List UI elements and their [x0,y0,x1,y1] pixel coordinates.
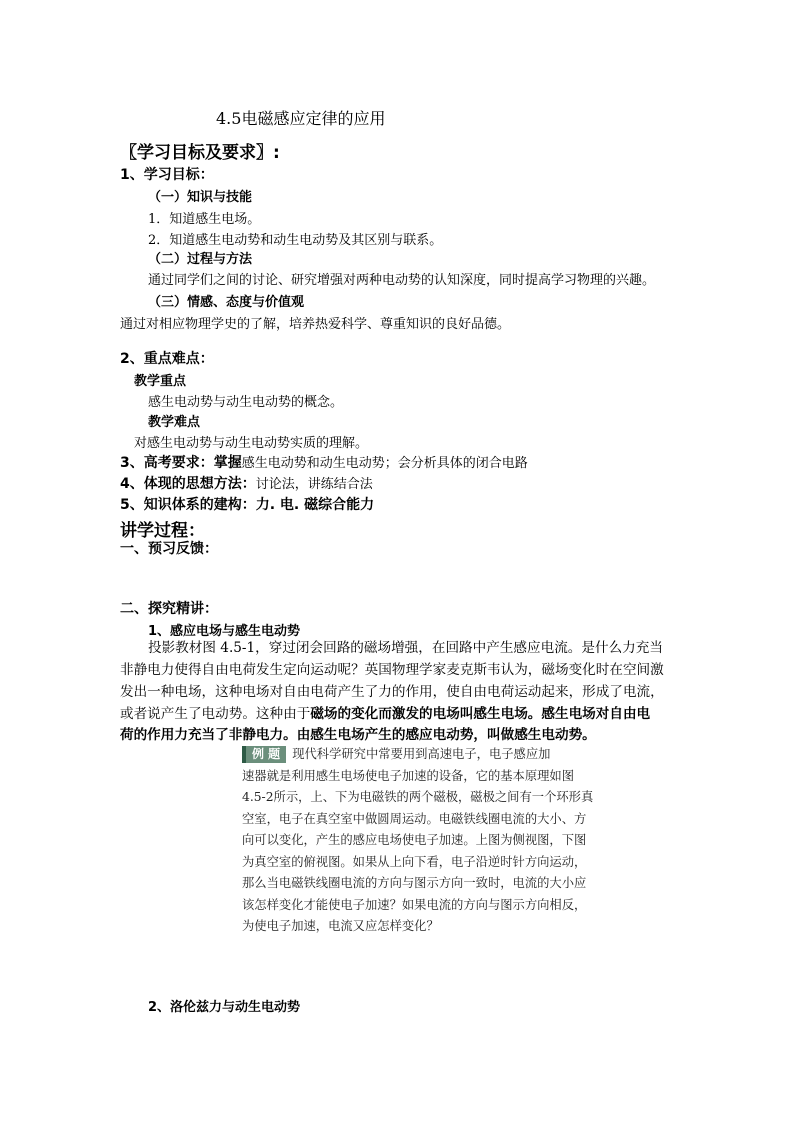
sub-1-line-1: 投影教材图 4.5-1，穿过闭会回路的磁场增强，在回路中产生感应电流。是什么力充当 [148,640,663,656]
section-5-heading: 5、知识体系的建构：力. 电. 磁综合能力 [120,497,375,513]
section-3-heading: 3、高考要求：掌握 [120,455,242,471]
knowledge-heading: （一）知识与技能 [148,190,253,205]
example-line-1: 现代科学研究中常要用到高速电子，电子感应加 [292,747,551,761]
focus-label: 教学重点 [134,374,187,389]
section-4-text: 讨论法，讲练结合法 [255,477,373,492]
example-badge: 例 题 [242,746,286,763]
sub-1-line-4 [120,704,650,725]
example-box [242,744,594,938]
example-line-4: 空室，电子在真空室中做圆周运动。电磁铁线圈电流的大小、方 [242,811,587,826]
sub-2-heading: 2、洛伦兹力与动生电动势 [148,1000,301,1015]
objectives-header: 〖学习目标及要求〗: [120,143,280,163]
part-1-heading: 一、预习反馈： [120,541,218,557]
example-line-9: 为使电子加速，电流又应怎样变化？ [242,919,439,933]
sub-1-heading: 1、感应电场与感生电动势 [148,624,301,639]
section-3 [120,452,528,472]
knowledge-item-1: 1．知道感生电场。 [148,212,261,227]
knowledge-item-2: 2．知道感生电动势和动生电动势及其区别与联系。 [148,233,443,248]
section-3-text: 感生电动势和动生电动势；会分析具体的闭合电路 [241,456,528,471]
section-4-heading: 4、体现的思想方法： [120,476,256,492]
example-line-5: 向可以变化，产生的感应电场使电子加速。上图为侧视图，下图 [242,833,587,847]
difficulty-label: 教学难点 [148,415,201,430]
example-line-7: 那么当电磁铁线圈电流的方向与图示方向一致时，电流的大小应 [242,876,587,890]
part-2-heading: 二、探究精讲： [120,601,218,617]
sub-1-line-5: 荷的作用力充当了非静电力。由感生电场产生的感应电动势，叫做感生电动势。 [120,727,596,743]
example-line-8: 该怎样变化才能使电子加速？如果电流的方向与图示方向相反， [242,897,587,912]
sub-1-line-4-b: 磁场的变化而激发的电场叫感生电场。感生电场对自由电 [310,706,651,722]
page-title: 4.5电磁感应定律的应用 [216,109,386,128]
example-line-3: 4.5-2所示，上、下为电磁铁的两个磁极，磁极之间有一个环形真 [242,790,594,804]
section-2-heading: 2、重点难点： [120,351,214,367]
sub-1-line-2: 非静电力使得自由电荷发生定向运动呢？英国物理学家麦克斯韦认为，磁场变化时在空间激 [120,662,664,678]
emotion-heading: （三）情感、态度与价值观 [148,295,305,310]
sub-1-line-3: 发出一种电场，这种电场对自由电荷产生了力的作用，使自由电荷运动起来，形成了电流， [120,684,664,700]
example-line-2: 速器就是利用感生电场使电子加速的设备，它的基本原理如图 [242,768,575,783]
example-line-6: 为真空室的俯视图。如果从上向下看，电子沿逆时针方向运动， [242,854,587,869]
process-header: 讲学过程： [120,521,205,541]
focus-text: 感生电动势与动生电动势的概念。 [148,395,344,410]
difficulty-text: 对感生电动势与动生电动势实质的理解。 [134,436,369,451]
process-heading: （二）过程与方法 [148,252,253,267]
section-4 [120,473,373,493]
emotion-text: 通过对相应物理学史的了解，培养热爱科学、尊重知识的良好品德。 [120,317,511,332]
sub-1-line-4-a: 或者说产生了电动势。这种由于 [120,706,311,722]
process-text: 通过同学们之间的讨论、研究增强对两种电动势的认知深度，同时提高学习物理的兴趣。 [148,273,656,288]
section-1-heading: 1、学习目标： [120,167,214,183]
